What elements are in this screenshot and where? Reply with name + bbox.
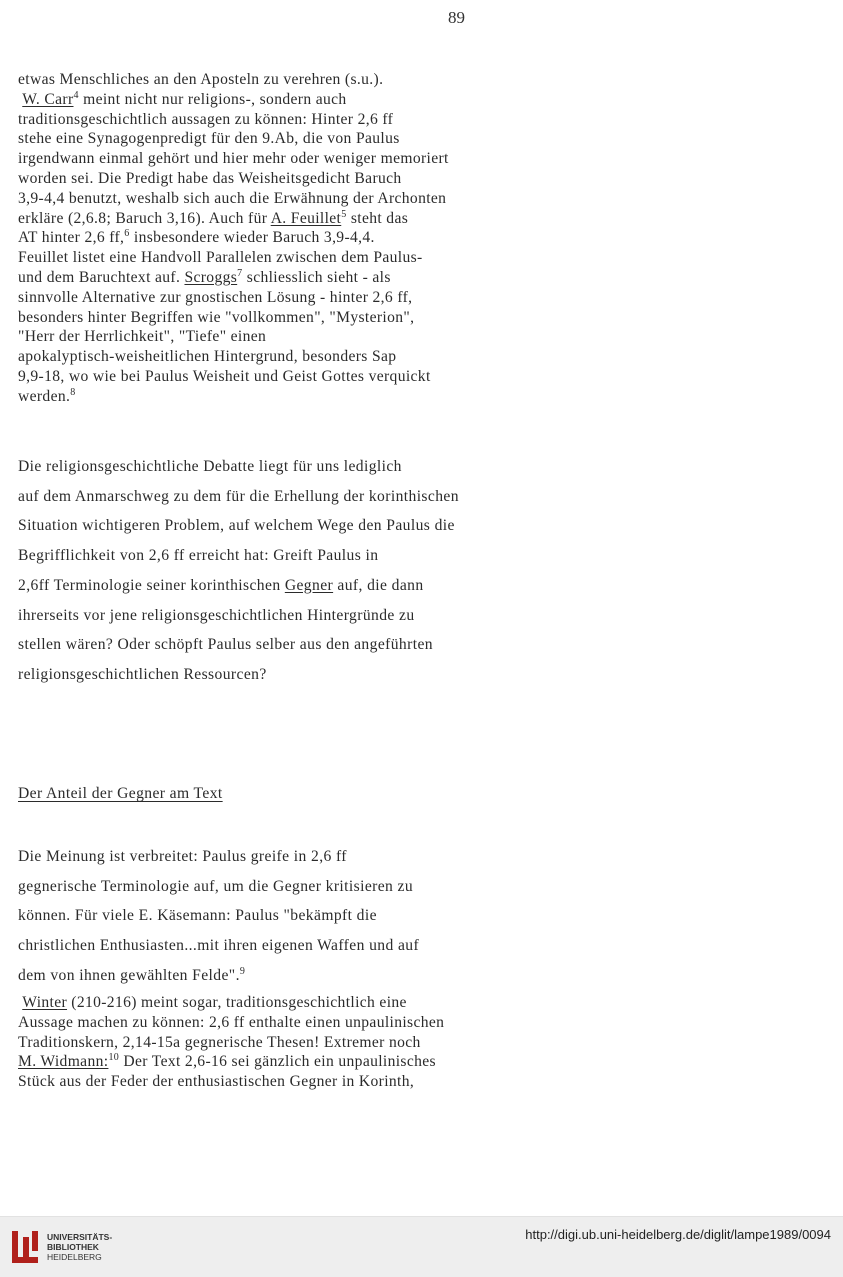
author-name-winter: Winter bbox=[22, 994, 68, 1011]
text-line bbox=[18, 993, 444, 1013]
author-name-carr: W. Carr bbox=[22, 90, 74, 108]
footnote-marker: 6 bbox=[124, 228, 130, 240]
author-name-feuillet: A. Feuillet bbox=[270, 209, 342, 227]
text-line bbox=[18, 90, 449, 110]
text-line: Die religionsgeschichtliche Debatte liegt für uns lediglich bbox=[18, 458, 402, 475]
text-line: können. Für viele E. Käsemann: Paulus "bekämpft die bbox=[18, 907, 377, 925]
text-span: steht das bbox=[346, 209, 409, 227]
text-line bbox=[18, 268, 449, 288]
university-library-logo-icon[interactable] bbox=[10, 1227, 40, 1265]
text-line: stellen wären? Oder schöpft Paulus selber aus den angeführten bbox=[18, 636, 433, 654]
text-line: Aussage machen zu können: 2,6 ff enthalte einen unpaulinischen bbox=[18, 1013, 445, 1031]
text-line bbox=[18, 571, 459, 601]
text-line: Stück aus der Feder der enthusiastischen Gegner in Korinth, bbox=[18, 1073, 415, 1091]
footnote-marker: 8 bbox=[70, 386, 76, 398]
text-span: schliesslich sieht - als bbox=[242, 268, 391, 286]
text-line: stehe eine Synagogenpredigt für den 9.Ab, die von Paulus bbox=[18, 130, 400, 148]
text-span: erkläre (2,6.8; Baruch 3,16). Auch für bbox=[18, 209, 271, 227]
text-line bbox=[18, 1052, 444, 1072]
permalink-url[interactable]: http://digi.ub.uni-heidelberg.de/diglit/lampe1989/0094 bbox=[525, 1227, 831, 1242]
footer-bar bbox=[0, 1216, 843, 1277]
text-line bbox=[18, 387, 449, 407]
text-span: Der Text 2,6-16 sei gänzlich ein unpaulinisches bbox=[119, 1053, 436, 1071]
library-name-line: UNIVERSITÄTS- bbox=[47, 1232, 113, 1242]
text-line: 3,9-4,4 benutzt, weshalb sich auch die Erwähnung der Archonten bbox=[18, 189, 447, 207]
text-line: sinnvolle Alternative zur gnostischen Lösung - hinter 2,6 ff, bbox=[18, 288, 413, 306]
text-span: auf, die dann bbox=[333, 576, 424, 594]
text-line: worden sei. Die Predigt habe das Weisheitsgedicht Baruch bbox=[18, 169, 402, 187]
author-name-scroggs: Scroggs bbox=[184, 268, 238, 286]
term-gegner: Gegner bbox=[284, 576, 334, 594]
text-line: christlichen Enthusiasten...mit ihren eigenen Waffen und auf bbox=[18, 937, 420, 955]
text-line: Begrifflichkeit von 2,6 ff erreicht hat: Greift Paulus in bbox=[18, 547, 379, 565]
text-line: 9,9-18, wo wie bei Paulus Weisheit und Geist Gottes verquickt bbox=[18, 367, 431, 385]
text-line: Situation wichtigeren Problem, auf welchem Wege den Paulus die bbox=[18, 517, 455, 535]
text-line: Die Meinung ist verbreitet: Paulus greife in 2,6 ff bbox=[18, 848, 347, 865]
text-span: insbesondere wieder Baruch 3,9-4,4. bbox=[129, 229, 375, 247]
text-line: "Herr der Herrlichkeit", "Tiefe" einen bbox=[18, 328, 267, 346]
text-line: irgendwann einmal gehört und hier mehr oder weniger memoriert bbox=[18, 150, 449, 168]
text-line: etwas Menschliches an den Aposteln zu verehren (s.u.). bbox=[18, 71, 384, 88]
text-line bbox=[18, 209, 449, 229]
text-line: traditionsgeschichtlich aussagen zu können: Hinter 2,6 ff bbox=[18, 110, 394, 128]
text-span: meint nicht nur religions-, sondern auch bbox=[78, 90, 347, 108]
footnote-marker: 7 bbox=[237, 267, 243, 279]
text-line: Feuillet listet eine Handvoll Parallelen zwischen dem Paulus- bbox=[18, 249, 423, 267]
text-span: (210-216) meint sogar, traditionsgeschichtlich eine bbox=[67, 994, 407, 1011]
text-line: gegnerische Terminologie auf, um die Gegner kritisieren zu bbox=[18, 877, 414, 895]
library-name[interactable] bbox=[47, 1232, 112, 1262]
text-line: religionsgeschichtlichen Ressourcen? bbox=[18, 665, 267, 683]
footnote-marker: 4 bbox=[73, 89, 79, 101]
text-span: werden. bbox=[18, 387, 71, 405]
text-line: Traditionskern, 2,14-15a gegnerische Thesen! Extremer noch bbox=[18, 1033, 421, 1051]
text-line bbox=[18, 961, 419, 991]
library-name-line: BIBLIOTHEK bbox=[47, 1242, 99, 1252]
section-heading: Der Anteil der Gegner am Text bbox=[18, 785, 223, 802]
text-span: und dem Baruchtext auf. bbox=[18, 268, 185, 286]
paragraph-debate bbox=[18, 452, 459, 690]
paragraph-carr-feuillet-scroggs bbox=[18, 70, 449, 407]
text-line bbox=[18, 228, 449, 248]
text-span: 2,6ff Terminologie seiner korinthischen bbox=[18, 576, 285, 594]
text-line: ihrerseits vor jene religionsgeschichtlichen Hintergründe zu bbox=[18, 606, 415, 624]
text-span: AT hinter 2,6 ff, bbox=[18, 229, 125, 247]
text-line: auf dem Anmarschweg zu dem für die Erhellung der korinthischen bbox=[18, 487, 459, 505]
footnote-marker: 5 bbox=[341, 208, 347, 220]
text-line: apokalyptisch-weisheitlichen Hintergrund, besonders Sap bbox=[18, 348, 397, 366]
author-name-widmann: M. Widmann: bbox=[18, 1053, 109, 1071]
text-span: dem von ihnen gewählten Felde". bbox=[18, 966, 240, 984]
page-number: 89 bbox=[448, 8, 465, 27]
paragraph-meinung bbox=[18, 842, 419, 991]
footnote-marker: 10 bbox=[108, 1052, 120, 1064]
text-line: besonders hinter Begriffen wie "vollkommen", "Mysterion", bbox=[18, 308, 415, 326]
library-name-line: HEIDELBERG bbox=[47, 1252, 102, 1262]
paragraph-winter-widmann bbox=[18, 993, 444, 1092]
footnote-marker: 9 bbox=[239, 965, 246, 977]
